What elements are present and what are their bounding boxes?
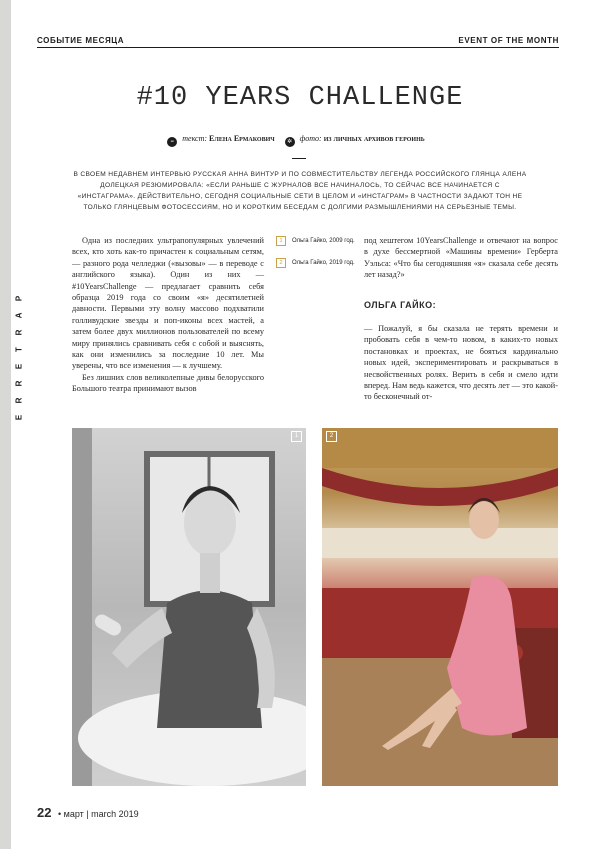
camera-icon: ✲ — [285, 137, 295, 147]
text-column-1 — [72, 235, 264, 395]
side-strip — [0, 0, 11, 849]
paragraph: — Пожалуй, я бы сказала не терять времени и пробовать себя в чем-то новом, в каких-то новых постановках и проектах, не бояться кардинально новых идей, экспериментировать и раскрываться в несвойственных ролях. Верить в себя и смело идти вперед. Нам ведь кажется, что десять лет — это какой-то бесконечный от- — [364, 324, 558, 402]
credit-photo-name: из личных архивов героинь — [323, 134, 425, 143]
photo-2 — [322, 428, 558, 786]
title-dash — [292, 158, 306, 159]
paragraph: Одна из последних ультрапопулярных увлечений всех, кто хоть как-то причастен к социальным сетям, — разного рода челледжи («вызовы» — в переводе с английского языка). Один из них — #10YearsChallenge — предлагает сравнить себя образца 2019 года со своим «я» десятилетней давности. Первыми эту волну массово подхватили голливудские звезды и поп-иконы всех мастей, а затем более двух миллионов пользователей по всему миру принялись сравнивать себя с собой и выяснять, как они изменились за последние 10 лет. Мы уверены, что все изменения — к лучшему. — [72, 236, 264, 371]
speaker-name: ОЛЬГА ГАЙКО: — [364, 299, 437, 310]
side-section-label: P A R T E R R E — [14, 295, 24, 421]
article-title: #10 YEARS CHALLENGE — [136, 83, 464, 113]
section-title-en: EVENT OF THE MONTH — [458, 36, 559, 45]
caption-text: Ольга Гайко, 2009 год. — [292, 238, 355, 244]
photo-number: 1 — [291, 431, 302, 442]
credit-text-name: Елена Ермакович — [209, 134, 275, 143]
photo-1 — [72, 428, 306, 786]
caption-number: 2 — [276, 258, 286, 268]
photo-captions — [276, 236, 356, 280]
caption-2 — [276, 258, 356, 268]
section-title-ru: СОБЫТИЕ МЕСЯЦА — [37, 36, 125, 45]
theatre-color-photo-icon — [322, 428, 558, 786]
photo-number: 2 — [326, 431, 337, 442]
paragraph: Без лишних слов великолепные дивы белорусского Большого театра принимают вызов — [72, 372, 264, 394]
caption-text: Ольга Гайко, 2019 год. — [292, 260, 355, 266]
page-footer — [37, 805, 139, 820]
text-column-2 — [364, 235, 558, 403]
header-rule — [37, 47, 559, 48]
issue-date: • март | march 2019 — [57, 809, 139, 819]
article-credits — [0, 134, 600, 147]
caption-number: 1 — [276, 236, 286, 246]
article-lead: В СВОЕМ НЕДАВНЕМ ИНТЕРВЬЮ РУССКАЯ АННА ВИНТУР И ПО СОВМЕСТИТЕЛЬСТВУ ЛЕГЕНДА РОССИЙСКОГО ГЛЯНЦА АЛЕНА ДОЛЕЦКАЯ РЕЗЮМИРОВАЛА: «ЕСЛИ РАНЬШЕ С ЖУРНАЛОВ ВСЕ НАЧИНАЛОСЬ, ТО СЕЙЧАС ВСЕ НАЧИНАЕТСЯ С «ИНСТАГРАМА». ДЕЙСТВИТЕЛЬНО, СЕГОДНЯ СОЦИАЛЬНЫЕ СЕТИ В ЦЕЛОМ И «ИНСТАГРАМ» В ЧАСТНОСТИ ЗАДАЮТ ТОН НЕ ТОЛЬКО ГЛЯНЦЕВЫМ ФОТОСЕССИЯМ, НО И КОРОТКИМ БЕСЕДАМ С ДОЛГИМИ РАЗМЫШЛЕНИЯМИ НА СЕРЬЕЗНЫЕ ТЕМЫ. — [73, 171, 527, 211]
credit-photo-label: фото: — [299, 134, 322, 143]
paragraph: под хештегом 10YearsChallenge и отвечают на вопрос в духе бессмертной «Машины времени» Герберта Уэльса: «Что бы сегодняшняя «я» сказала себе десять лет назад?» — [364, 236, 558, 280]
caption-1 — [276, 236, 356, 246]
page-number: 22 — [37, 805, 52, 820]
credit-text-label: текст: — [182, 134, 208, 143]
ballerina-bw-photo-icon — [72, 428, 306, 786]
pen-icon: ≡ — [167, 137, 177, 147]
